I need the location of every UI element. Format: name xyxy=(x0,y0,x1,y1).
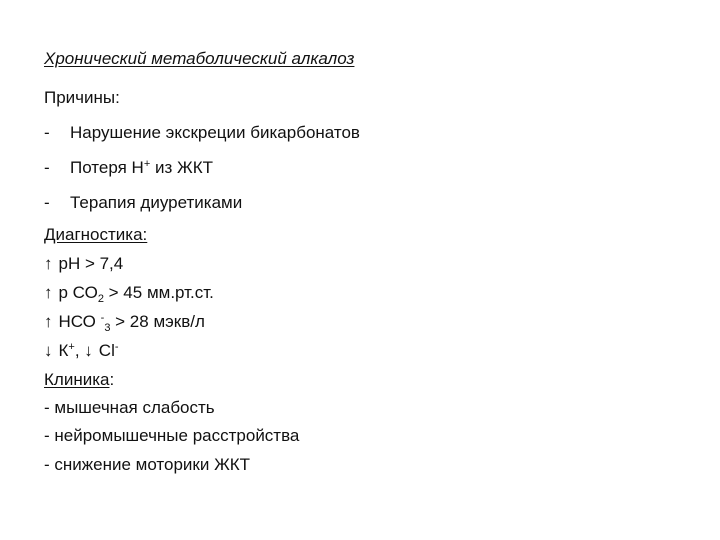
subscript: 2 xyxy=(97,293,104,305)
clinic-item-1: - мышечная слабость xyxy=(44,398,215,417)
arrow-up-icon: ↑ xyxy=(44,283,53,302)
hco3-text: НСО xyxy=(58,312,101,331)
cause-item-1 xyxy=(44,122,360,144)
superscript: - xyxy=(114,341,119,353)
causes-heading: Причины: xyxy=(44,88,120,107)
clinic-item-3: - снижение моторики ЖКТ xyxy=(44,455,251,474)
cause-text-tail: из ЖКТ xyxy=(150,158,213,177)
cause-text: Потеря Н xyxy=(70,158,144,177)
arrow-up-icon: ↑ xyxy=(44,312,53,331)
subscript: 3 xyxy=(104,322,111,334)
bullet-dash: - xyxy=(44,193,50,212)
clinic-item-2: - нейромышечные расстройства xyxy=(44,426,300,445)
diag-hco3 xyxy=(44,311,205,333)
chloride-label: Cl xyxy=(98,341,115,360)
diagnostics-heading-text: Диагностика: xyxy=(44,225,148,244)
pco2-value: > 45 мм.рт.ст. xyxy=(103,283,214,302)
arrow-down-icon: ↓ xyxy=(84,341,93,360)
diagnostics-heading xyxy=(44,224,147,246)
arrow-down-icon: ↓ xyxy=(44,341,53,360)
bullet-dash: - xyxy=(44,158,50,177)
ph-text: рН > 7,4 xyxy=(58,254,124,273)
diag-electrolytes xyxy=(44,340,119,362)
clinic-colon: : xyxy=(109,370,115,389)
hco3-value: > 28 мэкв/л xyxy=(110,312,205,331)
potassium-label: К xyxy=(58,341,69,360)
superscript: + xyxy=(143,158,151,170)
bullet-dash: - xyxy=(44,123,50,142)
superscript: + xyxy=(68,341,75,353)
page-title: Хронический метаболический алкалоз xyxy=(44,49,355,68)
diag-ph xyxy=(44,253,123,275)
cause-item-3 xyxy=(44,192,242,214)
arrow-up-icon: ↑ xyxy=(44,254,53,273)
clinic-heading-text: Клиника xyxy=(44,370,110,389)
cause-item-2 xyxy=(44,157,213,179)
pco2-text: р СО xyxy=(58,283,98,302)
diag-pco2 xyxy=(44,282,214,304)
clinic-heading xyxy=(44,369,114,391)
cause-text: Терапия диуретиками xyxy=(70,193,243,212)
cause-text: Нарушение экскреции бикарбонатов xyxy=(70,123,360,142)
separator: , xyxy=(74,341,85,360)
superscript: - xyxy=(100,312,105,324)
